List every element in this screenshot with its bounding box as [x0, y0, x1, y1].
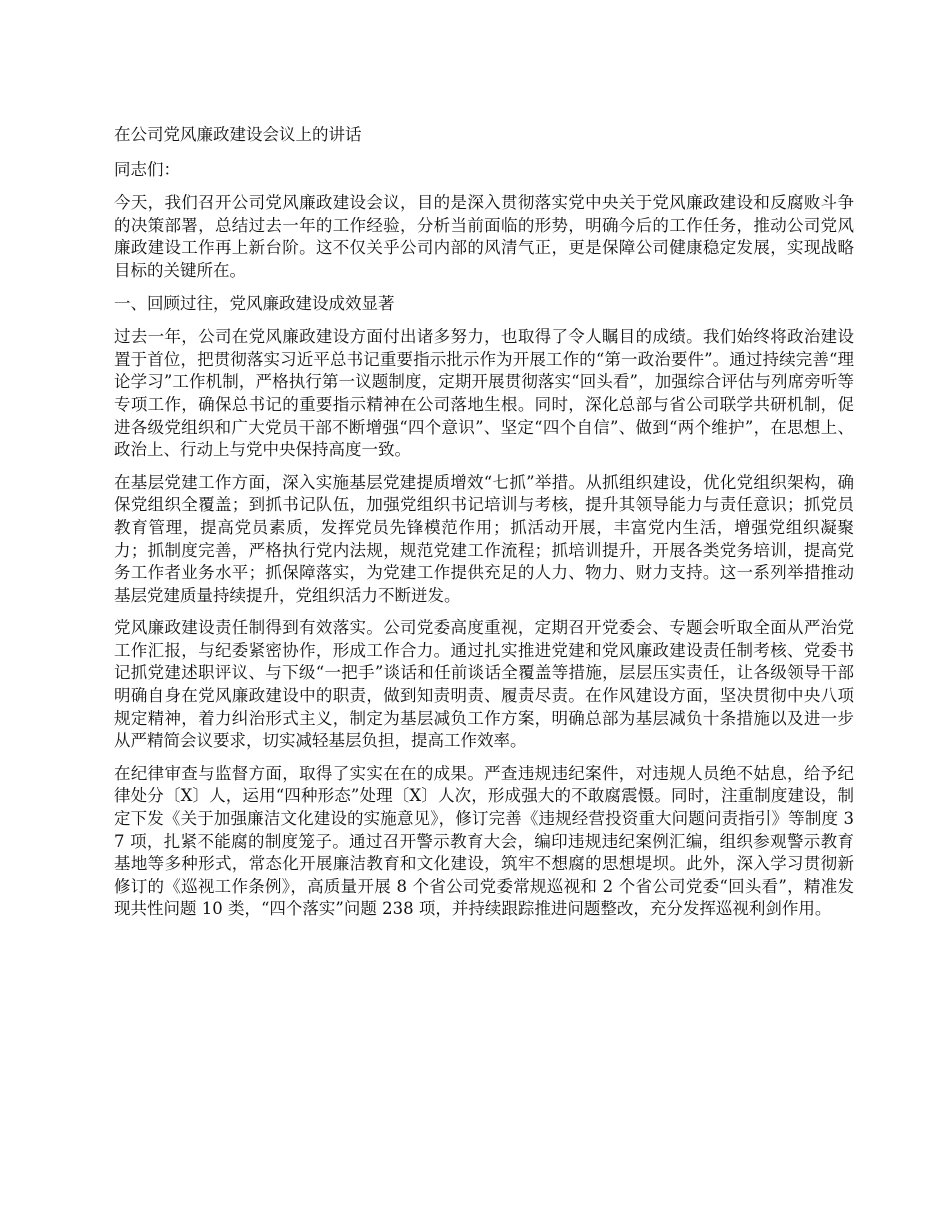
salutation: 同志们： — [114, 159, 180, 179]
section-heading: 一、回顾过往，党风廉政建设成效显著 — [114, 293, 395, 313]
document-title: 在公司党风廉政建设会议上的讲话 — [114, 125, 362, 144]
paragraph-political-building: 过去一年，公司在党风廉政建设方面付出诸多努力，也取得了令人瞩目的成绩。我们始终将政治建设置于首位，把贯彻落实习近平总书记重要指示批示作为开展工作的“第一政治要件”。通过持续完善“理论学习”工作机制，严格执行第一议题制度，定期开展贯彻落实“回头看”，加强综合评估与列席旁听等专项工作，确保总书记的重要指示精神在公司落地生根。同时，深化总部与省公司联学共研机制，促进各级党组织和广大党员干部不断增强“四个意识”、坚定“四个自信”、做到“两个维护”，在思想上、政治上、行动上与党中央保持高度一致。 — [114, 327, 854, 460]
paragraph-discipline: 在纪律审查与监督方面，取得了实实在在的成果。严查违规违纪案件，对违规人员绝不姑息，给予纪律处分〔X〕人，运用“四种形态”处理〔X〕人次，形成强大的不敢腐震慑。同时，注重制度建设，制定下发《关于加强廉洁文化建设的实施意见》，修订完善《违规经营投资重大问题问责指引》等制度 37 项，扎紧不能腐的制度笼子。通过召开警示教育大会，编印违规违纪案例汇编，组织参观警示教育基地等多种形式，常态化开展廉洁教育和文化建设，筑牢不想腐的思想堤坝。此外，深入学习贯彻新修订的《巡视工作条例》，高质量开展 8 个省公司党委常规巡视和 2 个省公司党委“回头看”，精准发现共性问题 10 类，“四个落实”问题 238 项，并持续跟踪推进问题整改，充分发挥巡视利剑作用。 — [114, 763, 854, 919]
paragraph-intro: 今天，我们召开公司党风廉政建设会议，目的是深入贯彻落实党中央关于党风廉政建设和反腐败斗争的决策部署，总结过去一年的工作经验，分析当前面临的形势，明确今后的工作任务，推动公司党风廉政建设工作再上新台阶。这不仅关乎公司内部的风清气正，更是保障公司健康稳定发展，实现战略目标的关键所在。 — [114, 193, 854, 280]
document-body — [114, 124, 854, 931]
paragraph-responsibility: 党风廉政建设责任制得到有效落实。公司党委高度重视，定期召开党委会、专题会听取全面从严治党工作汇报，与纪委紧密协作，形成工作合力。通过扎实推进党建和党风廉政建设责任制考核、党委书记抓党建述职评议、与下级“一把手”谈话和任前谈话全覆盖等措施，层层压实责任，让各级领导干部明确自身在党风廉政建设中的职责，做到知责明责、履责尽责。在作风建设方面，坚决贯彻中央八项规定精神，着力纠治形式主义，制定为基层减负工作方案，明确总部为基层减负十条措施以及进一步从严精简会议要求，切实减轻基层负担，提高工作效率。 — [114, 618, 854, 751]
paragraph-grassroots: 在基层党建工作方面，深入实施基层党建提质增效“七抓”举措。从抓组织建设，优化党组织架构，确保党组织全覆盖；到抓书记队伍，加强党组织书记培训与考核，提升其领导能力与责任意识；抓党员教育管理，提高党员素质，发挥党员先锋模范作用；抓活动开展，丰富党内生活，增强党组织凝聚力；抓制度完善，严格执行党内法规，规范党建工作流程；抓培训提升，开展各类党务培训，提高党务工作者业务水平；抓保障落实，为党建工作提供充足的人力、物力、财力支持。这一系列举措推动基层党建质量持续提升，党组织活力不断迸发。 — [114, 472, 854, 605]
